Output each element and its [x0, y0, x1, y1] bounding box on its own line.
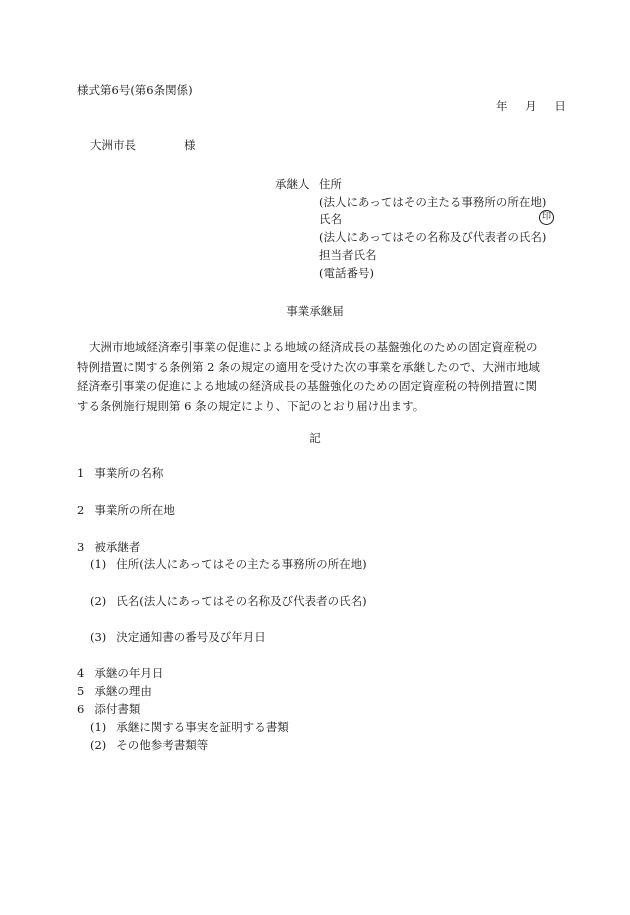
- item-number: 3: [77, 540, 85, 554]
- list-item: [77, 666, 163, 680]
- successor-address-label: 住所: [319, 177, 342, 191]
- form-number: 様式第6号(第6条関係): [77, 83, 193, 97]
- successor-phone-label: (電話番号): [319, 266, 374, 280]
- item-text: 承継に関する事実を証明する書類: [116, 720, 289, 734]
- submission-date: [496, 99, 566, 113]
- list-item: [77, 466, 163, 480]
- date-month: 月: [525, 99, 537, 113]
- item-text: 承継の年月日: [94, 666, 164, 680]
- list-subitem: [90, 720, 289, 734]
- ki-heading: 記: [309, 431, 321, 445]
- list-item: [77, 540, 140, 554]
- item-text: 決定通知書の番号及び年月日: [116, 630, 266, 644]
- document-title: 事業承継届: [286, 304, 344, 318]
- item-text: 氏名(法人にあってはその名称及び代表者の氏名): [116, 594, 367, 608]
- date-year: 年: [496, 99, 508, 113]
- addressee-name: 大洲市長: [90, 138, 136, 152]
- list-subitem: [90, 557, 367, 571]
- item-number: (3): [90, 630, 107, 644]
- successor-contact-label: 担当者氏名: [319, 248, 377, 262]
- item-text: 承継の理由: [94, 684, 152, 698]
- item-text: 事業所の名称: [94, 466, 164, 480]
- item-number: 6: [77, 702, 85, 716]
- addressee: [90, 138, 196, 152]
- successor-role-label: 承継人: [275, 177, 310, 191]
- item-number: 5: [77, 684, 85, 698]
- item-number: (2): [90, 738, 107, 752]
- successor-address-note: (法人にあってはその主たる事務所の所在地): [319, 195, 547, 209]
- successor-name-note: (法人にあってはその名称及び代表者の氏名): [319, 230, 547, 244]
- list-subitem: [90, 594, 367, 608]
- seal-mark: 印: [539, 210, 554, 225]
- item-number: 2: [77, 503, 85, 517]
- item-number: 1: [77, 466, 85, 480]
- item-text: 添付書類: [94, 702, 141, 716]
- item-text: その他参考書類等: [116, 738, 209, 752]
- date-day: 日: [554, 99, 566, 113]
- item-text: 住所(法人にあってはその主たる事務所の所在地): [116, 557, 367, 571]
- body-line: 特例措置に関する条例第 2 条の規定の適用を受けた次の事業を承継したので、大洲市地域: [77, 359, 540, 374]
- list-item: [77, 684, 152, 698]
- list-subitem: [90, 630, 266, 644]
- body-paragraph: [77, 338, 555, 416]
- body-line: 大洲市地域経済牽引事業の促進による地域の経済成長の基盤強化のための固定資産税の: [89, 340, 538, 354]
- item-number: 4: [77, 666, 85, 680]
- body-line: 経済牽引事業の促進による地域の経済成長の基盤強化のための固定資産税の特例措置に関: [77, 379, 537, 393]
- item-number: (1): [90, 557, 107, 571]
- body-line: する条例施行規則第 6 条の規定により、下記のとおり届け出ます。: [77, 398, 425, 413]
- list-item: [77, 503, 175, 517]
- item-text: 事業所の所在地: [94, 503, 175, 517]
- item-number: (1): [90, 720, 107, 734]
- item-text: 被承継者: [94, 540, 141, 554]
- list-item: [77, 702, 140, 716]
- successor-name-label: 氏名: [319, 212, 342, 226]
- addressee-honorific: 様: [184, 138, 196, 152]
- item-number: (2): [90, 594, 107, 608]
- list-subitem: [90, 738, 208, 752]
